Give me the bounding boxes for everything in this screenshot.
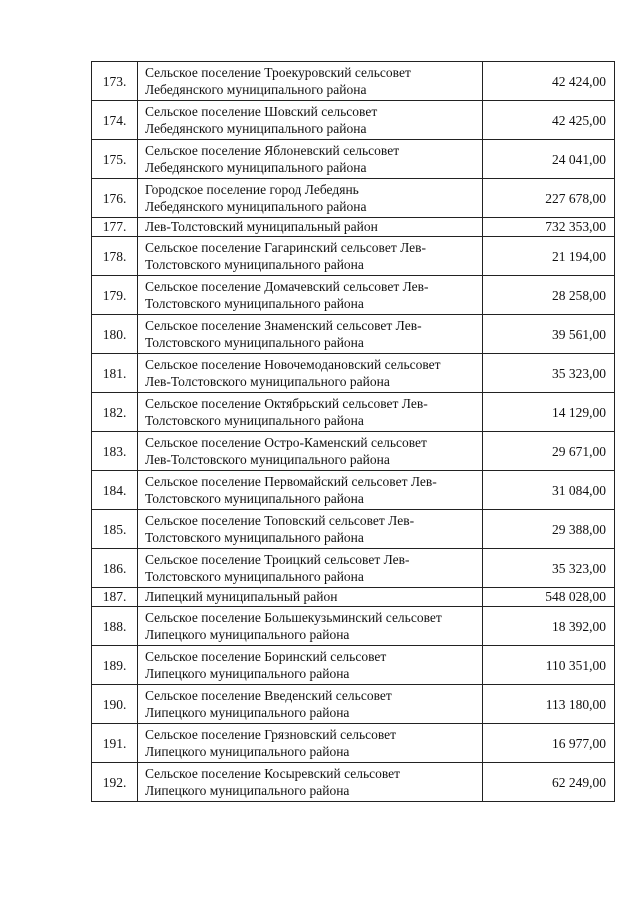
settlement-name-line: Сельское поселение Остро-Каменский сельсовет (145, 435, 427, 450)
settlement-name-line: Лебедянского муниципального района (145, 121, 367, 136)
table-row (92, 763, 615, 802)
settlement-name (138, 471, 483, 510)
settlement-name-line: Лебедянского муниципального района (145, 82, 367, 97)
settlement-name-line: Толстовского муниципального района (145, 257, 364, 272)
table-row (92, 471, 615, 510)
table-row (92, 393, 615, 432)
amount-value: 16 977,00 (483, 724, 615, 763)
settlement-name-line: Сельское поселение Новочемодановский сельсовет (145, 357, 441, 372)
settlement-name-line: Липецкого муниципального района (145, 744, 350, 759)
settlement-name-line: Сельское поселение Троекуровский сельсовет (145, 65, 411, 80)
row-number: 188. (92, 607, 138, 646)
amount-value: 227 678,00 (483, 179, 615, 218)
table-row (92, 62, 615, 101)
settlement-name (138, 101, 483, 140)
row-number: 175. (92, 140, 138, 179)
table-row (92, 724, 615, 763)
settlement-name (138, 237, 483, 276)
settlement-name-line: Сельское поселение Первомайский сельсовет Лев- (145, 474, 437, 489)
settlement-name (138, 140, 483, 179)
settlement-name-line: Толстовского муниципального района (145, 530, 364, 545)
settlement-name-line: Сельское поселение Введенский сельсовет (145, 688, 392, 703)
amount-value: 732 353,00 (483, 218, 615, 237)
data-table (91, 61, 615, 802)
table-row (92, 510, 615, 549)
amount-value: 29 388,00 (483, 510, 615, 549)
amount-value: 24 041,00 (483, 140, 615, 179)
row-number: 173. (92, 62, 138, 101)
amount-value: 39 561,00 (483, 315, 615, 354)
amount-value: 35 323,00 (483, 354, 615, 393)
amount-value: 18 392,00 (483, 607, 615, 646)
settlement-name (138, 646, 483, 685)
settlement-name (138, 62, 483, 101)
settlement-name (138, 315, 483, 354)
settlement-name-line: Толстовского муниципального района (145, 413, 364, 428)
settlement-name (138, 724, 483, 763)
table-body (92, 62, 615, 802)
table-row (92, 315, 615, 354)
settlement-name-line: Толстовского муниципального района (145, 296, 364, 311)
amount-value: 113 180,00 (483, 685, 615, 724)
amount-value: 28 258,00 (483, 276, 615, 315)
table-row (92, 432, 615, 471)
settlement-name-line: Сельское поселение Косыревский сельсовет (145, 766, 401, 781)
table-row (92, 685, 615, 724)
row-number: 179. (92, 276, 138, 315)
amount-value: 35 323,00 (483, 549, 615, 588)
settlement-name-line: Сельское поселение Топовский сельсовет Лев- (145, 513, 415, 528)
table-row (92, 354, 615, 393)
settlement-name (138, 179, 483, 218)
settlement-name (138, 218, 483, 237)
settlement-name-line: Сельское поселение Знаменский сельсовет Лев- (145, 318, 422, 333)
amount-value: 31 084,00 (483, 471, 615, 510)
table-row (92, 218, 615, 237)
settlement-name (138, 549, 483, 588)
row-number: 176. (92, 179, 138, 218)
settlement-name-line: Сельское поселение Троицкий сельсовет Лев- (145, 552, 410, 567)
settlement-name-line: Сельское поселение Октябрьский сельсовет Лев- (145, 396, 428, 411)
row-number: 178. (92, 237, 138, 276)
table-row (92, 549, 615, 588)
settlement-name-line: Липецкого муниципального района (145, 627, 350, 642)
table-row (92, 101, 615, 140)
table-row (92, 140, 615, 179)
row-number: 192. (92, 763, 138, 802)
settlement-name-line: Лев-Толстовского муниципального района (145, 374, 390, 389)
settlement-name-line: Лев-Толстовский муниципальный район (145, 219, 378, 234)
row-number: 190. (92, 685, 138, 724)
amount-value: 62 249,00 (483, 763, 615, 802)
row-number: 191. (92, 724, 138, 763)
settlement-name (138, 607, 483, 646)
amount-value: 21 194,00 (483, 237, 615, 276)
settlement-name-line: Сельское поселение Большекузьминский сельсовет (145, 610, 442, 625)
settlement-name-line: Сельское поселение Яблоневский сельсовет (145, 143, 400, 158)
table-row (92, 607, 615, 646)
row-number: 187. (92, 588, 138, 607)
row-number: 186. (92, 549, 138, 588)
settlement-name (138, 763, 483, 802)
row-number: 174. (92, 101, 138, 140)
row-number: 183. (92, 432, 138, 471)
row-number: 177. (92, 218, 138, 237)
row-number: 189. (92, 646, 138, 685)
row-number: 182. (92, 393, 138, 432)
amount-value: 42 425,00 (483, 101, 615, 140)
amount-value: 29 671,00 (483, 432, 615, 471)
amount-value: 548 028,00 (483, 588, 615, 607)
settlement-name-line: Лев-Толстовского муниципального района (145, 452, 390, 467)
settlement-name-line: Сельское поселение Домачевский сельсовет Лев- (145, 279, 429, 294)
row-number: 180. (92, 315, 138, 354)
amount-value: 42 424,00 (483, 62, 615, 101)
settlement-name (138, 685, 483, 724)
settlement-name (138, 354, 483, 393)
table-row (92, 646, 615, 685)
settlement-name-line: Толстовского муниципального района (145, 569, 364, 584)
row-number: 185. (92, 510, 138, 549)
settlement-name-line: Липецкого муниципального района (145, 666, 350, 681)
settlement-name (138, 510, 483, 549)
settlement-name-line: Липецкий муниципальный район (145, 589, 338, 604)
settlement-name (138, 393, 483, 432)
settlement-name-line: Толстовского муниципального района (145, 335, 364, 350)
settlement-name-line: Сельское поселение Боринский сельсовет (145, 649, 387, 664)
table-row (92, 588, 615, 607)
row-number: 184. (92, 471, 138, 510)
settlement-name (138, 588, 483, 607)
settlement-name-line: Липецкого муниципального района (145, 705, 350, 720)
settlement-name-line: Лебедянского муниципального района (145, 160, 367, 175)
settlement-name-line: Толстовского муниципального района (145, 491, 364, 506)
settlement-name-line: Сельское поселение Грязновский сельсовет (145, 727, 397, 742)
settlement-name-line: Сельское поселение Шовский сельсовет (145, 104, 378, 119)
settlement-name-line: Липецкого муниципального района (145, 783, 350, 798)
table-row (92, 237, 615, 276)
settlement-name (138, 432, 483, 471)
settlement-name-line: Лебедянского муниципального района (145, 199, 367, 214)
table-row (92, 276, 615, 315)
amount-value: 14 129,00 (483, 393, 615, 432)
settlement-name-line: Сельское поселение Гагаринский сельсовет Лев- (145, 240, 427, 255)
settlement-name (138, 276, 483, 315)
settlement-name-line: Городское поселение город Лебедянь (145, 182, 359, 197)
amount-value: 110 351,00 (483, 646, 615, 685)
table-row (92, 179, 615, 218)
row-number: 181. (92, 354, 138, 393)
